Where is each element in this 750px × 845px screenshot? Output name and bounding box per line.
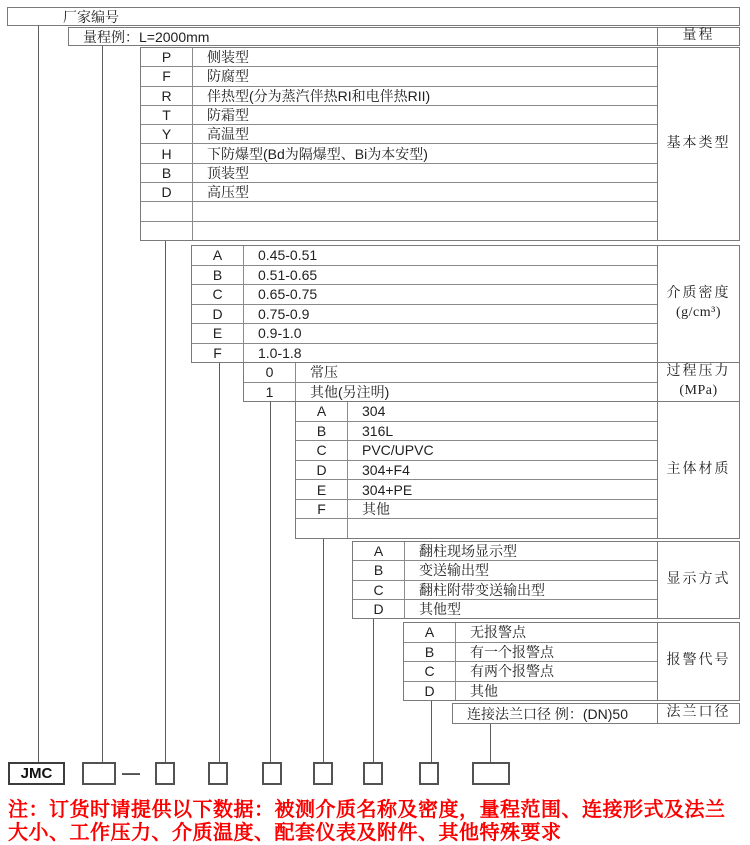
material-rows [296, 402, 657, 538]
ordering-note: 注：订货时请提供以下数据：被测介质名称及密度，量程范围、连接形式及法兰大小、工作压力、介质温度、配套仪表及附件、其他特殊要求 [8, 799, 726, 844]
category-label: 显示方式 [666, 571, 731, 587]
category-label: 主体材质 [666, 461, 731, 477]
code-cell: D [353, 600, 405, 618]
table-row [141, 144, 657, 163]
desc-cell: 304+F4 [362, 462, 410, 479]
connector-line-range [102, 46, 103, 762]
code-cell: B [296, 422, 348, 441]
code-box-range [82, 762, 116, 785]
code-cell: 0 [244, 363, 296, 382]
desc-cell: 其他(另注明) [310, 383, 390, 400]
display-rows [353, 542, 657, 618]
code-cell: Y [141, 125, 193, 143]
code-box-density [208, 762, 228, 785]
table-row [192, 246, 657, 266]
desc-cell: 变送输出型 [419, 562, 489, 579]
table-row [141, 87, 657, 106]
desc-cell [193, 222, 657, 240]
code-cell: R [141, 87, 193, 105]
code-cell [296, 519, 348, 538]
category-label: 报警代号 [666, 653, 731, 669]
desc-cell: 无报警点 [470, 624, 526, 641]
table-row [141, 202, 657, 221]
code-box-flange [472, 762, 510, 785]
code-cell: C [404, 662, 456, 681]
table-row [192, 305, 657, 325]
code-cell [141, 202, 193, 220]
table-row [404, 643, 657, 663]
code-cell: F [141, 67, 193, 85]
category-unit: (g/cm³) [675, 305, 721, 320]
desc-cell: 顶装型 [207, 164, 249, 181]
basic-type-section [140, 47, 740, 241]
density-section [191, 245, 740, 363]
desc-cell: 伴热型(分为蒸汽伴热RI和电伴热RII) [207, 87, 431, 104]
code-cell: C [296, 441, 348, 460]
category-alarm [657, 623, 739, 700]
category-pressure [657, 363, 739, 401]
table-row [404, 682, 657, 701]
connector-line-display [373, 619, 374, 762]
table-row [353, 600, 657, 618]
code-cell: E [296, 480, 348, 499]
code-cell: H [141, 144, 193, 162]
code-cell: A [296, 402, 348, 421]
desc-cell: 0.75-0.9 [258, 305, 310, 322]
category-flange [657, 704, 739, 723]
desc-cell [193, 202, 657, 220]
desc-cell: 高温型 [207, 126, 249, 143]
table-row [404, 662, 657, 682]
desc-cell: 304 [362, 403, 386, 420]
factory-number-bar [7, 7, 740, 26]
desc-cell: 0.65-0.75 [258, 286, 318, 303]
table-row [296, 480, 657, 500]
code-cell: D [192, 305, 244, 324]
connector-line-factory [38, 26, 39, 762]
desc-cell: 常压 [310, 364, 338, 381]
connector-line-pressure [270, 402, 271, 762]
desc-cell: 0.45-0.51 [258, 247, 318, 264]
desc-cell: 304+PE [362, 481, 413, 498]
range-rows [69, 28, 657, 45]
category-label: 过程压力 [666, 364, 731, 380]
code-box-material [313, 762, 333, 785]
table-row [244, 383, 657, 402]
code-cell: T [141, 106, 193, 124]
code-cell: B [141, 164, 193, 182]
desc-cell: 有一个报警点 [470, 643, 554, 660]
category-material [657, 402, 739, 538]
desc-cell: 下防爆型(Bd为隔爆型、Bi为本安型) [207, 145, 428, 162]
table-row [141, 48, 657, 67]
code-box-alarm [419, 762, 439, 785]
category-label: 法兰口径 [666, 705, 731, 721]
code-cell: A [404, 623, 456, 642]
model-prefix-label: JMC [20, 765, 53, 782]
desc-cell: 连接法兰口径 例：(DN)50 [467, 705, 629, 722]
category-unit: (MPa) [679, 383, 718, 398]
connector-line-alarm [431, 701, 432, 762]
desc-cell: 0.9-1.0 [258, 325, 302, 342]
desc-cell: 侧装型 [207, 49, 249, 66]
code-cell: F [192, 344, 244, 363]
range-section [68, 27, 740, 46]
table-row [296, 500, 657, 520]
code-cell: B [192, 266, 244, 285]
table-row [296, 461, 657, 481]
table-row [404, 623, 657, 643]
category-range [657, 28, 739, 45]
desc-cell: 其他 [362, 501, 390, 518]
material-section [295, 401, 740, 539]
code-cell: B [404, 643, 456, 662]
desc-cell: 有两个报警点 [470, 663, 554, 680]
code-cell: 1 [244, 383, 296, 402]
desc-cell: 翻柱现场显示型 [419, 543, 517, 560]
code-cell: A [192, 246, 244, 265]
table-row [69, 28, 657, 45]
factory-number-label: 厂家编号 [63, 8, 119, 25]
code-cell: C [353, 581, 405, 599]
pressure-rows [244, 363, 657, 401]
connector-line-density [219, 363, 220, 762]
category-label: 量程 [682, 28, 715, 44]
model-separator-dash: — [122, 763, 140, 783]
table-row [141, 106, 657, 125]
category-density [657, 246, 739, 362]
pressure-section [243, 362, 740, 402]
table-row [141, 125, 657, 144]
table-row [353, 561, 657, 580]
desc-cell: 翻柱附带变送输出型 [419, 581, 545, 598]
code-cell: D [296, 461, 348, 480]
desc-cell: PVC/UPVC [362, 442, 434, 459]
desc-cell: 0.51-0.65 [258, 266, 318, 283]
connector-line-basic-type [165, 241, 166, 762]
code-cell [141, 222, 193, 240]
code-box-basic-type [155, 762, 175, 785]
table-row [141, 67, 657, 86]
code-box-pressure [262, 762, 282, 785]
table-row [353, 542, 657, 561]
table-row [141, 183, 657, 202]
category-basic-type [657, 48, 739, 240]
model-prefix-box [8, 762, 65, 785]
table-row [244, 363, 657, 383]
table-row [296, 519, 657, 538]
table-row [453, 704, 657, 723]
code-cell: A [353, 542, 405, 560]
flange-section [452, 703, 740, 724]
display-section [352, 541, 740, 619]
connector-line-flange [490, 724, 491, 762]
desc-cell [348, 519, 657, 538]
desc-cell: 量程例：L=2000mm [83, 28, 210, 45]
basic-type-rows [141, 48, 657, 240]
density-rows [192, 246, 657, 362]
table-row [296, 422, 657, 442]
alarm-section [403, 622, 740, 701]
code-cell: E [192, 324, 244, 343]
category-label: 介质密度 [666, 286, 731, 302]
desc-cell: 316L [362, 422, 394, 439]
table-row [192, 324, 657, 344]
code-cell: D [404, 682, 456, 701]
code-cell: P [141, 48, 193, 66]
desc-cell: 防霜型 [207, 107, 249, 124]
category-display [657, 542, 739, 618]
table-row [192, 266, 657, 286]
code-cell: D [141, 183, 193, 201]
table-row [192, 344, 657, 363]
desc-cell: 防腐型 [207, 68, 249, 85]
connector-line-material [323, 539, 324, 762]
category-label: 基本类型 [666, 135, 731, 151]
desc-cell: 其他型 [419, 600, 461, 617]
table-row [192, 285, 657, 305]
table-row [141, 222, 657, 240]
table-row [296, 441, 657, 461]
code-cell: C [192, 285, 244, 304]
code-cell: B [353, 561, 405, 579]
alarm-rows [404, 623, 657, 700]
flange-rows [453, 704, 657, 723]
code-cell: F [296, 500, 348, 519]
code-box-display [363, 762, 383, 785]
table-row [353, 581, 657, 600]
desc-cell: 1.0-1.8 [258, 344, 302, 361]
desc-cell: 高压型 [207, 184, 249, 201]
table-row [141, 164, 657, 183]
desc-cell: 其他 [470, 682, 498, 699]
table-row [296, 402, 657, 422]
